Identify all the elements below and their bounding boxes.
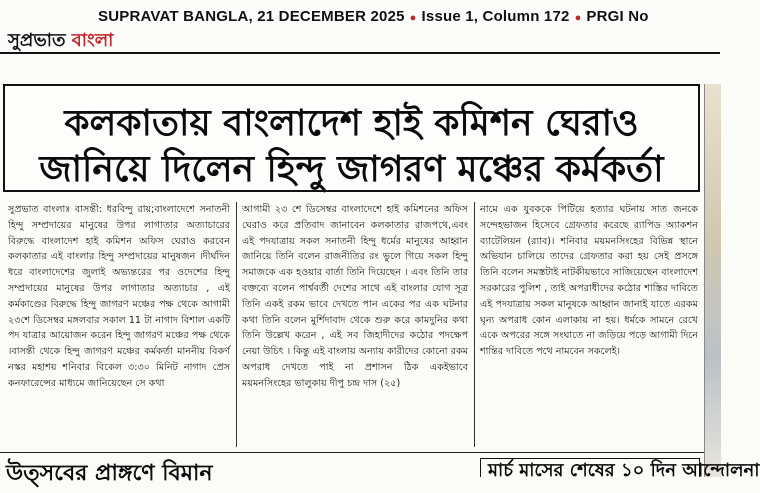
section-divider	[0, 452, 704, 453]
issue-number: Issue 1, Column 172	[421, 8, 570, 25]
masthead-name-part2: বাংলা	[71, 30, 114, 51]
masthead-name-part1: সুপ্রভাত	[8, 30, 66, 51]
header-info-line	[98, 8, 649, 25]
headline-box	[3, 84, 700, 192]
adjacent-photo-strip	[704, 84, 721, 477]
next-article-headline: উত্সবের প্রাঙ্গণে বিমান	[6, 461, 213, 486]
separator-dot: ●	[574, 12, 582, 24]
registration-number: PRGI No	[586, 8, 649, 25]
newspaper-header	[0, 0, 720, 54]
newspaper-masthead	[8, 26, 113, 57]
article-column-1: সুপ্রভাত বাংলাঃ বাসন্তী: ধরবিন্দু রায়;বাংলাদেশে সনাতনী হিন্দু সম্প্রদায়ের মানুষের উপর লাগাতার অত্যাচারের বিরুদ্ধে বাংলাদেশ হাই কমিশন অফিস ঘেরাও করবেন কলকাতার এই বাংলার হিন্দু সম্প্রদায়ের মানুষজন ।দীর্ঘদিন ধরে বাংলাদেশের জুলাই অভ্যন্তরের পর ওদেশের হিন্দু সম্প্রদায়ের মানুষের উপর লাগাতার অত্যাচার , এই কর্মকাণ্ডের বিরুদ্ধে হিন্দু জাগরণ মঞ্চের পক্ষ থেকে আগামী ২৩শে ডিসেম্বর মঙ্গলবার সকাল 11 টা নাগাদ বিশাল একটি পদ যাত্রার আয়োজন করেন হিন্দু জাগরণ মঞ্চের পক্ষ থেকে ।বাসন্তী থেকে হিন্দু জাগরণ মঞ্চের কর্মকর্তা মাননীয় বিকর্ণ নস্কর মহাশয় শনিবার বিকেল ৩:৩০ মিনিট নাগাদ প্রেস কনফারেন্সের মাধ্যমে জানিয়েছেন সে কথা	[8, 204, 230, 389]
headline-line-2: জানিয়ে দিলেন হিন্দু জাগরণ মঞ্চের কর্মকর্তা	[39, 149, 664, 190]
separator-dot: ●	[409, 12, 417, 24]
headline-line-1: কলকাতায় বাংলাদেশ হাই কমিশন ঘেরাও	[64, 103, 639, 144]
next-article-headline-right: মার্চ মাসের শেষের ১০ দিন আন্দোলনা	[488, 460, 760, 481]
column-divider	[474, 202, 475, 447]
article-column-2: আগামী ২৩ শে ডিসেম্বর বাংলাদেশে হাই কমিশনের অফিস ঘেরাও করে প্রতিবাদ জানাবেন কলকাতার রাজপথে,এবং এই পদযাত্রায় সকল সনাতনী হিন্দু ধর্মের মানুষের আহ্বান জানিয়ে তিনি বলেন রাজনীতির রং ভুলে গিয়ে সকল হিন্দু সমাজকে এক হওয়ার বার্তা তিনি দিয়েছেন । এবং তিনি তার বক্তব্যে বলেন পার্শ্ববর্তী দেশের সাথে এই বাংলার যোগ সূত্র তিনি একই রকম ভাবে দেখতে পান একের পর এক ঘটনার কথা তিনি বলেন মুর্শিদাবাদ থেকে শুরু করে কামদুনির কথা তিনি উল্লেখ করেন , এই সব জিহাদীদের কঠোর পদক্ষেপ নেয়া উচিৎ । কিন্তু এই বাংলায় অন্যায় কারীদের কোনো রকম অপরাধ দেখতে পাই না প্রশাসন ঠিক একইভাবে ময়মনসিংহের ভালুকায় দীপু চন্দ্র দাস (২৫)	[242, 204, 468, 389]
publication-date: SUPRAVAT BANGLA, 21 DECEMBER 2025	[98, 8, 405, 25]
article-column-3: নামে এক যুবককে পিটিয়ে হত্যার ঘটনায় সাত জনকে সন্দেহভাজন হিসেবে গ্রেফতার করেছে র‍্যাপিড অ্যাকশন ব্যাটেলিয়ন (র‍্যাব)। শনিবার ময়মনসিংহের বিভিন্ন স্থানে অভিযান চালিয়ে তাদের গ্রেফতার করা হয় সেই প্রসঙ্গে তিনি বলেন সমস্তটাই নাটকীয়ভাবে সাজিয়েছেন বাংলাদেশ সরকারের পুলিশ , তাই অপরাধীদের কঠোর শাস্তির দাবিতে এই পদযাত্রায় সকল মানুষকে আহ্বান জানাই যাতে এরকম ঘৃন্য অপরাধ কোন এলাকায় না হয়। ধর্মকে সামনে রেখে একে অপরের সঙ্গে সংঘাতে না জড়িয়ে পড়ে আগামী দিনে শান্তির দাবিতে পথে নামবেন সকলেই।	[480, 204, 698, 358]
column-divider	[236, 202, 237, 447]
